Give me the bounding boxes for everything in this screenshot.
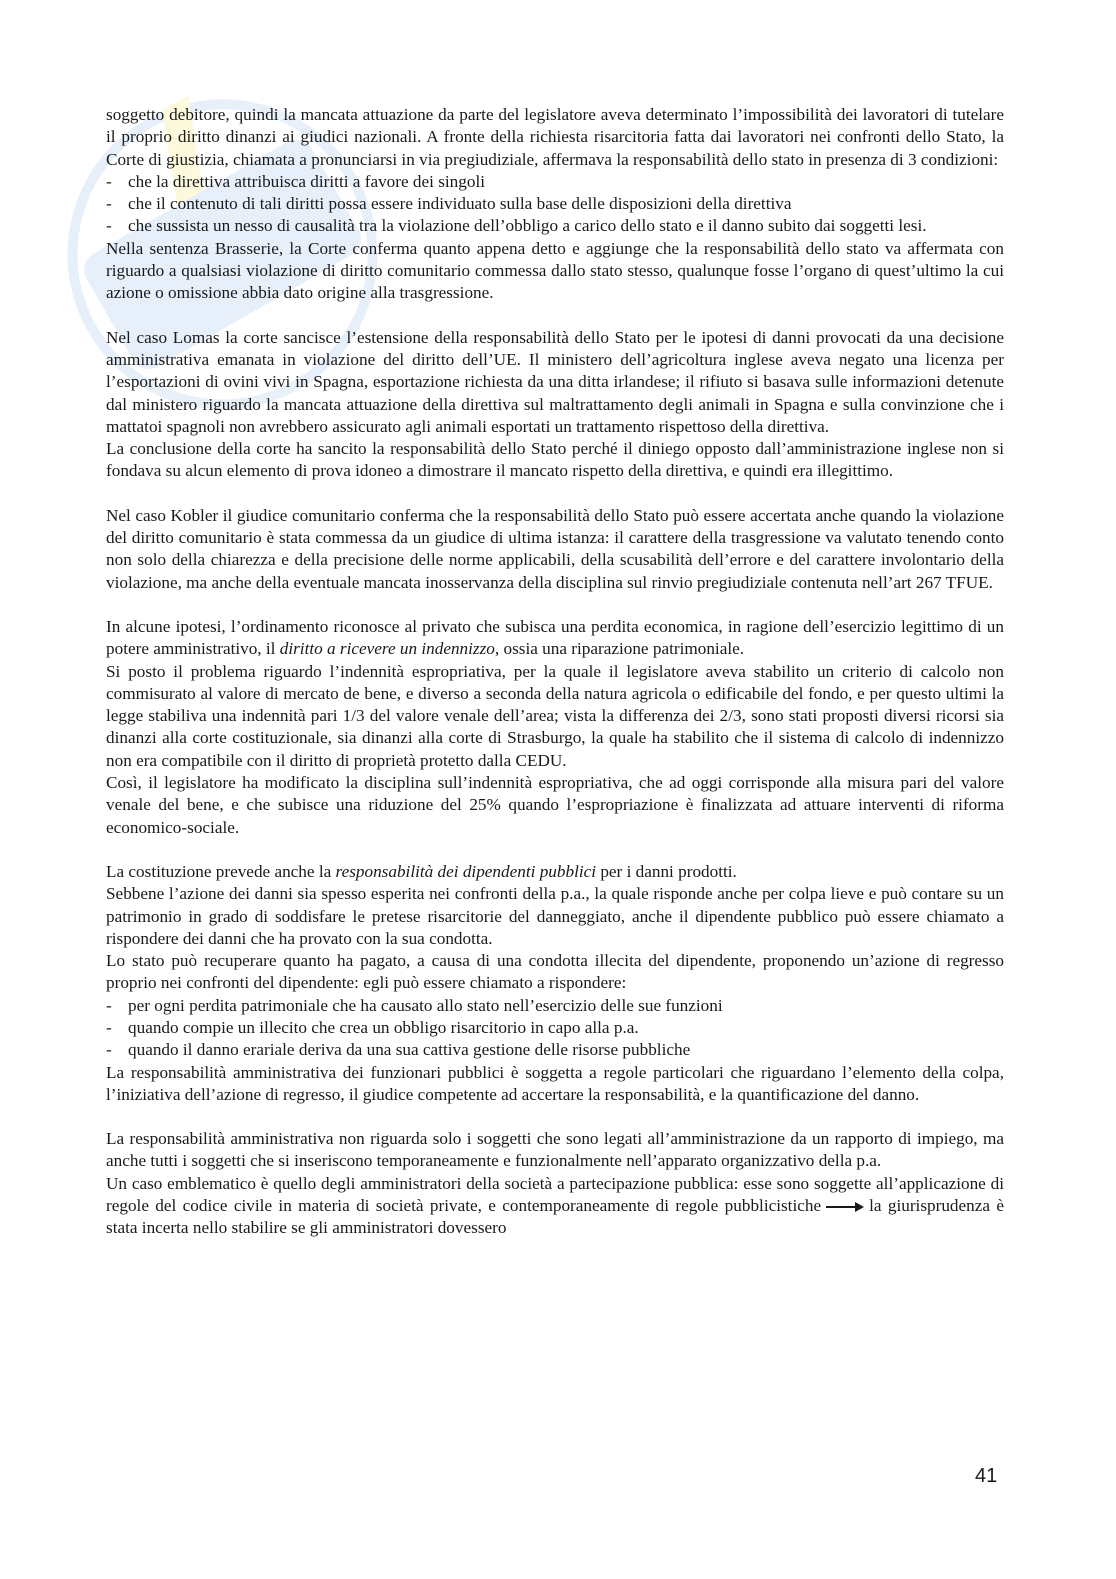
paragraph: In alcune ipotesi, l’ordinamento riconosce al privato che subisca una perdita economica, in ragione dell’esercizio legittimo di un potere amministrativo, il diritto a ricevere un indennizzo, ossia una riparazione patrimoniale. [106,616,1004,659]
paragraph: Così, il legislatore ha modificato la disciplina sull’indennità espropriativa, che ad oggi corrisponde alla misura pari del valore venale del bene, e che subisce una riduzione del 25% quando l’espropriazione è finalizzata ad attuare interventi di riforma economico-sociale. [106,773,1004,837]
list-item: - che sussista un nesso di causalità tra la violazione dell’obbligo a carico dello stato e il danno subito dai soggetti lesi. [106,215,1004,237]
list-dash: - [106,1040,112,1060]
list-item: - quando il danno erariale deriva da una sua cattiva gestione delle risorse pubbliche [106,1039,1004,1061]
page-number: 41 [975,1465,998,1487]
paragraph: La responsabilità amministrativa non riguarda solo i soggetti che sono legati all’amministrazione da un rapporto di impiego, ma anche tutti i soggetti che si inseriscono temporaneamente e funzionalmente nell’apparato organizzativo della p.a. [106,1129,1004,1171]
paragraph: La conclusione della corte ha sancito la responsabilità dello Stato perché il diniego opposto dall’amministrazione inglese non si fondava su alcun elemento di prova idoneo a dimostrare il mancato rispetto della direttiva, e quindi era illegittimo. [106,439,1004,481]
emphasis: responsabilità dei dipendenti pubblici [335,861,597,881]
list-item: - per ogni perdita patrimoniale che ha causato allo stato nell’esercizio delle sue funzioni [106,995,1004,1017]
list-dash: - [106,995,112,1015]
list-dash: - [106,194,112,214]
paragraph: Nel caso Kobler il giudice comunitario conferma che la responsabilità dello Stato può essere accertata anche quando la violazione del diritto comunitario è stata commessa da un giudice di ultima istanza: il carattere della trasgressione va valutato tenendo conto non solo della chiarezza e della precisione delle norme applicabili, della scusabilità dell’errore e del carattere involontario della violazione, ma anche della eventuale mancata inosservanza della disciplina sul rinvio pregiudiziale contenuta nell’art 267 TFUE. [106,505,1004,592]
list-item: - che il contenuto di tali diritti possa essere individuato sulla base delle disposizioni della direttiva [106,193,1004,215]
paragraph: La costituzione prevede anche la responsabilità dei dipendenti pubblici per i danni prodotti. [106,861,737,881]
paragraph: Nella sentenza Brasserie, la Corte conferma quanto appena detto e aggiunge che la responsabilità dello stato va affermata con riguardo a qualsiasi violazione di diritto comunitario commessa dallo stato stesso, qualunque fosse l’organo di quest’ultimo la cui azione o omissione abbia dato origine alla trasgressione. [106,238,1004,303]
right-arrow-icon [825,1201,865,1213]
list-item: - quando compie un illecito che crea un obbligo risarcitorio in capo alla p.a. [106,1017,1004,1039]
list-dash: - [106,216,112,236]
emphasis: diritto a ricevere un indennizzo [279,639,495,659]
paragraph: Si posto il problema riguardo l’indennità espropriativa, per la quale il legislatore aveva stabilito un criterio di calcolo non commisurato al valore di mercato de bene, e diverso a seconda della natura agricola o edificabile del fondo, e per questo ultimi la legge stabiliva una indennità pari 1/3 del valore venale dell’area; vista la differenza dei 2/3, sono stati proposti diversi ricorsi sia dinanzi alla corte costituzionale, sia dinanzi alla corte di Strasburgo, la quale ha stabilito che il sistema di calcolo di indennizzo non era compatibile con il diritto di proprietà protetto dalla CEDU. [106,661,1004,770]
list-dash: - [106,171,112,191]
liability-list [106,995,1004,1062]
paragraph: Un caso emblematico è quello degli amministratori della società a partecipazione pubblica: esse sono soggette all’applicazione di regole del codice civile in materia di società private, e contemporaneamente di regole pubblicistiche la giurisprudenza è stata incerta nello stabilire se gli amministratori dovessero [106,1173,1004,1238]
document-body [106,104,1004,1240]
paragraph: La responsabilità amministrativa dei funzionari pubblici è soggetta a regole particolari che riguardano l’elemento della colpa, l’iniziativa dell’azione di regresso, il giudice competente ad accertare la responsabilità, e la quantificazione del danno. [106,1062,1004,1104]
paragraph: Sebbene l’azione dei danni sia spesso esperita nei confronti della p.a., la quale risponde anche per colpa lieve e può contare su un patrimonio in grado di soddisfare le pretese risarcitorie del danneggiato, anche il dipendente pubblico può essere chiamato a rispondere dei danni che ha provato con la sua condotta. [106,884,1004,948]
conditions-list [106,171,1004,238]
list-dash: - [106,1017,112,1037]
paragraph: Lo stato può recuperare quanto ha pagato, a causa di una condotta illecita del dipendente, proponendo un’azione di regresso proprio nei confronti del dipendente: egli può essere chiamato a rispondere: [106,951,1004,993]
paragraph: soggetto debitore, quindi la mancata attuazione da parte del legislatore aveva determinato l’impossibilità dei lavoratori di tutelare il proprio diritto dinanzi ai giudici nazionali. A fronte della richiesta risarcitoria fatta dai lavoratori nei confronti dello Stato, la Corte di giustizia, chiamata a pronunciarsi in via pregiudiziale, affermava la responsabilità dello stato in presenza di 3 condizioni: [106,105,1004,169]
paragraph: Nel caso Lomas la corte sancisce l’estensione della responsabilità dello Stato per le ipotesi di danni provocati da una decisione amministrativa emanata in violazione del diritto dell’UE. Il ministero dell’agricoltura inglese aveva negato una licenza per l’esportazioni di ovini vivi in Spagna, esportazione richiesta da una ditta irlandese; il rifiuto si basava sulle informazioni detenute dal ministero riguardo la mancata attuazione della direttiva sul maltrattamento degli animali in Spagna e sulla convinzione che i mattatoi spagnoli non avrebbero assicurato agli animali esportati un trattamento rispettoso della direttiva. [106,327,1004,436]
list-item: - che la direttiva attribuisca diritti a favore dei singoli [106,171,1004,193]
